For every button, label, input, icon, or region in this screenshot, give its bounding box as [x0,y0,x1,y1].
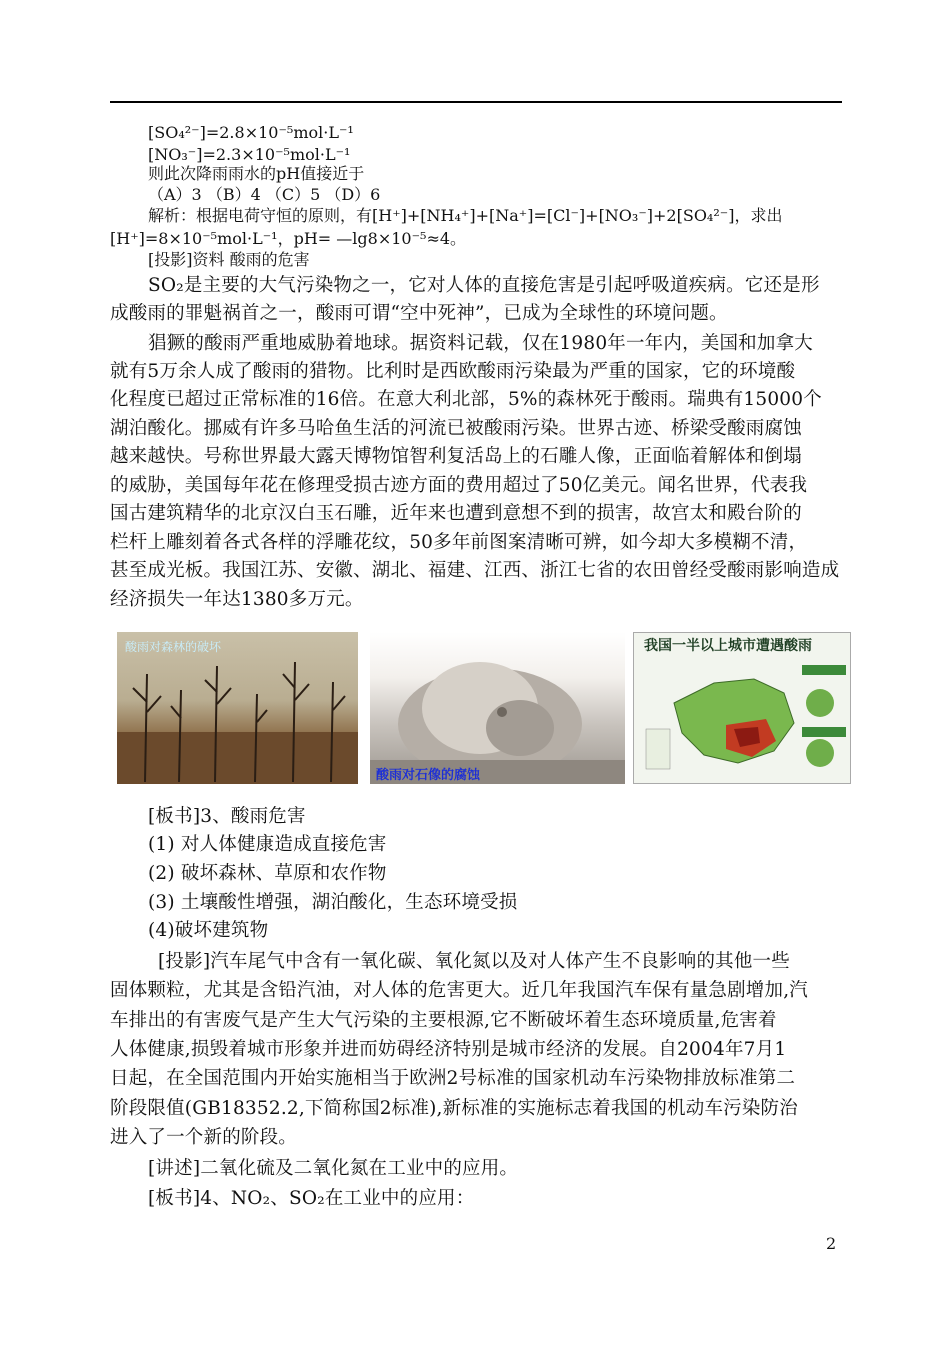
map-title: 我国一半以上城市遭遇酸雨 [644,638,812,654]
text-line: [投影]汽车尾气中含有一氧化碳、氧化氮以及对人体产生不良影响的其他一些 [158,951,790,972]
text-line: (1) 对人体健康造成直接危害 [148,834,387,855]
lion-caption: 酸雨对石像的腐蚀 [376,768,481,783]
text-line: （A）3 （B）4 （C）5 （D）6 [148,185,381,204]
text-line: [SO₄²⁻]=2.8×10⁻⁵mol·L⁻¹ [148,123,354,142]
text-line: [板书]3、酸雨危害 [148,806,306,827]
text-line: 国古建筑精华的北京汉白玉石雕，近年来也遭到意想不到的损害，故宫太和殿台阶的 [110,503,802,524]
text-line: 日起，在全国范围内开始实施相当于欧洲2号标准的国家机动车污染物排放标准第二 [110,1068,796,1089]
text-line: 的威胁，美国每年花在修理受损古迹方面的费用超过了50亿美元。闻名世界，代表我 [110,475,808,496]
forest-caption: 酸雨对森林的破坏 [125,640,222,654]
text-line: SO₂是主要的大气污染物之一，它对人体的直接危害是引起呼吸道疾病。它还是形 [148,275,820,296]
text-line: 甚至成光板。我国江苏、安徽、湖北、福建、江西、浙江七省的农田曾经受酸雨影响造成 [110,560,840,581]
text-line: 则此次降雨雨水的pH值接近于 [148,164,365,183]
text-line: [NO₃⁻]=2.3×10⁻⁵mol·L⁻¹ [148,145,351,164]
text-line: [板书]4、NO₂、SO₂在工业中的应用： [148,1188,475,1209]
text-line: 栏杆上雕刻着各式各样的浮雕花纹，50多年前图案清晰可辨，如今却大多模糊不清， [110,532,808,553]
text-line: [投影]资料 酸雨的危害 [148,250,310,269]
text-line: (3) 土壤酸性增强，湖泊酸化，生态环境受损 [148,892,518,913]
china-map-illustration [634,633,851,784]
acid-rain-map-image [633,632,851,784]
page-number: 2 [826,1234,837,1253]
forest-damage-image [117,632,358,784]
text-line: 车排出的有害废气是产生大气污染的主要根源,它不断破坏着生态环境质量,危害着 [110,1010,777,1031]
text-line: 人体健康,损毁着城市形象并进而妨碍经济特别是城市经济的发展。自2004年7月1 [110,1039,787,1060]
text-line: (4)破坏建筑物 [148,920,269,941]
lion-statue-illustration [370,632,625,784]
header-rule [110,101,842,103]
text-line: 成酸雨的罪魁祸首之一，酸雨可谓“空中死神”，已成为全球性的环境问题。 [110,303,728,324]
text-line: 猖獗的酸雨严重地威胁着地球。据资料记载，仅在1980年一年内，美国和加拿大 [148,333,813,354]
text-line: 化程度已超过正常标准的16倍。在意大利北部，5%的森林死于酸雨。瑞典有15000个 [110,389,822,410]
text-line: 阶段限值(GB18352.2,下简称国2标准),新标准的实施标志着我国的机动车污染防治 [110,1098,798,1119]
text-line: 经济损失一年达1380多万元。 [110,589,364,610]
text-line: 进入了一个新的阶段。 [110,1127,298,1148]
text-line: 越来越快。号称世界最大露天博物馆智利复活岛上的石雕人像，正面临着解体和倒塌 [110,446,802,467]
text-line: 就有5万余人成了酸雨的猎物。比利时是西欧酸雨污染最为严重的国家，它的环境酸 [110,361,796,382]
text-line: [H⁺]=8×10⁻⁵mol·L⁻¹，pH= —lg8×10⁻⁵≈4。 [110,229,467,248]
text-line: (2) 破坏森林、草原和农作物 [148,863,387,884]
text-line: 湖泊酸化。挪威有许多马哈鱼生活的河流已被酸雨污染。世界古迹、桥梁受酸雨腐蚀 [110,418,802,439]
text-line: 解析：根据电荷守恒的原则，有[H⁺]+[NH₄⁺]+[Na⁺]=[Cl⁻]+[NO₃⁻]+2[SO₄²⁻]，求出 [148,206,783,225]
text-line: [讲述]二氧化硫及二氧化氮在工业中的应用。 [148,1158,519,1179]
text-line: 固体颗粒，尤其是含铅汽油，对人体的危害更大。近几年我国汽车保有量急剧增加,汽 [110,980,808,1001]
lion-statue-image [370,632,625,784]
